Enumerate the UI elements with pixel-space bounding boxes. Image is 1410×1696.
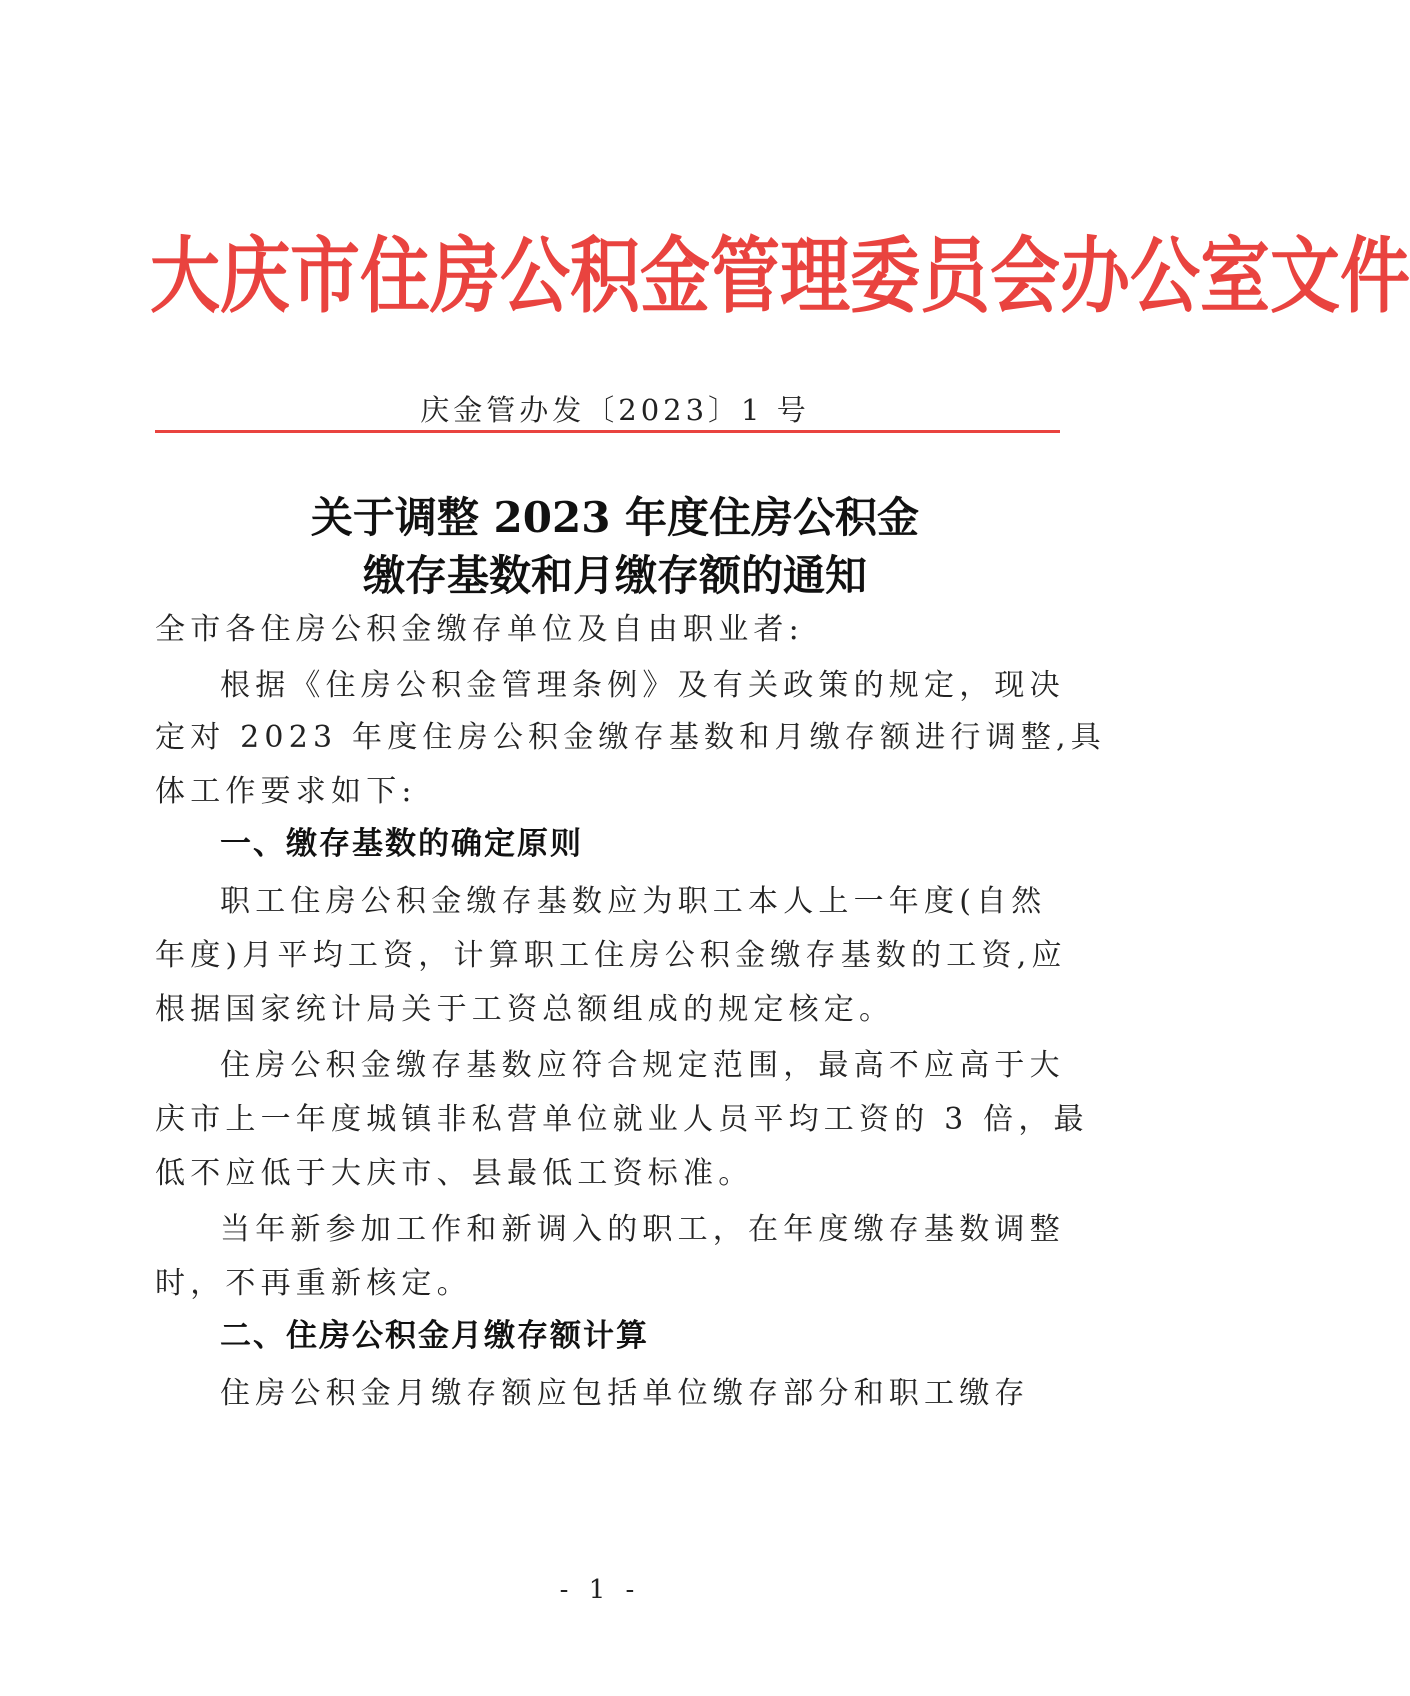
section-1-p3-line-1: 当年新参加工作和新调入的职工，在年度缴存基数调整 <box>220 1212 1065 1247</box>
intro-line-1: 根据《住房公积金管理条例》及有关政策的规定，现决 <box>220 668 1065 703</box>
red-divider-line <box>155 430 1060 433</box>
section-2-p1-line-1: 住房公积金月缴存额应包括单位缴存部分和职工缴存 <box>220 1376 1030 1411</box>
notice-title-line-2: 缴存基数和月缴存额的通知 <box>362 551 867 600</box>
org-header-title: 大庆市住房公积金管理委员会办公室文件 <box>150 227 1410 325</box>
addressee: 全市各住房公积金缴存单位及自由职业者: <box>155 612 804 647</box>
section-1-p2-line-2: 庆市上一年度城镇非私营单位就业人员平均工资的 3 倍，最 <box>155 1102 1089 1137</box>
section-1-heading: 一、缴存基数的确定原则 <box>220 826 583 862</box>
section-1-p1-line-1: 职工住房公积金缴存基数应为职工本人上一年度(自然 <box>220 884 1047 919</box>
section-1-p1-line-2: 年度)月平均工资，计算职工住房公积金缴存基数的工资,应 <box>155 938 1067 973</box>
intro-line-2: 定对 2023 年度住房公积金缴存基数和月缴存额进行调整,具 <box>155 720 1106 755</box>
intro-line-3: 体工作要求如下: <box>155 774 417 809</box>
page-number: - 1 - <box>559 1575 641 1605</box>
section-1-p3-line-2: 时，不再重新核定。 <box>155 1266 472 1301</box>
section-2-heading: 二、住房公积金月缴存额计算 <box>220 1318 649 1354</box>
document-number: 庆金管办发〔2023〕1 号 <box>420 393 810 427</box>
section-1-p2-line-1: 住房公积金缴存基数应符合规定范围，最高不应高于大 <box>220 1048 1065 1083</box>
section-1-p1-line-3: 根据国家统计局关于工资总额组成的规定核定。 <box>155 992 895 1027</box>
notice-title-line-1: 关于调整 2023 年度住房公积金 <box>310 493 920 542</box>
section-1-p2-line-3: 低不应低于大庆市、县最低工资标准。 <box>155 1156 754 1191</box>
